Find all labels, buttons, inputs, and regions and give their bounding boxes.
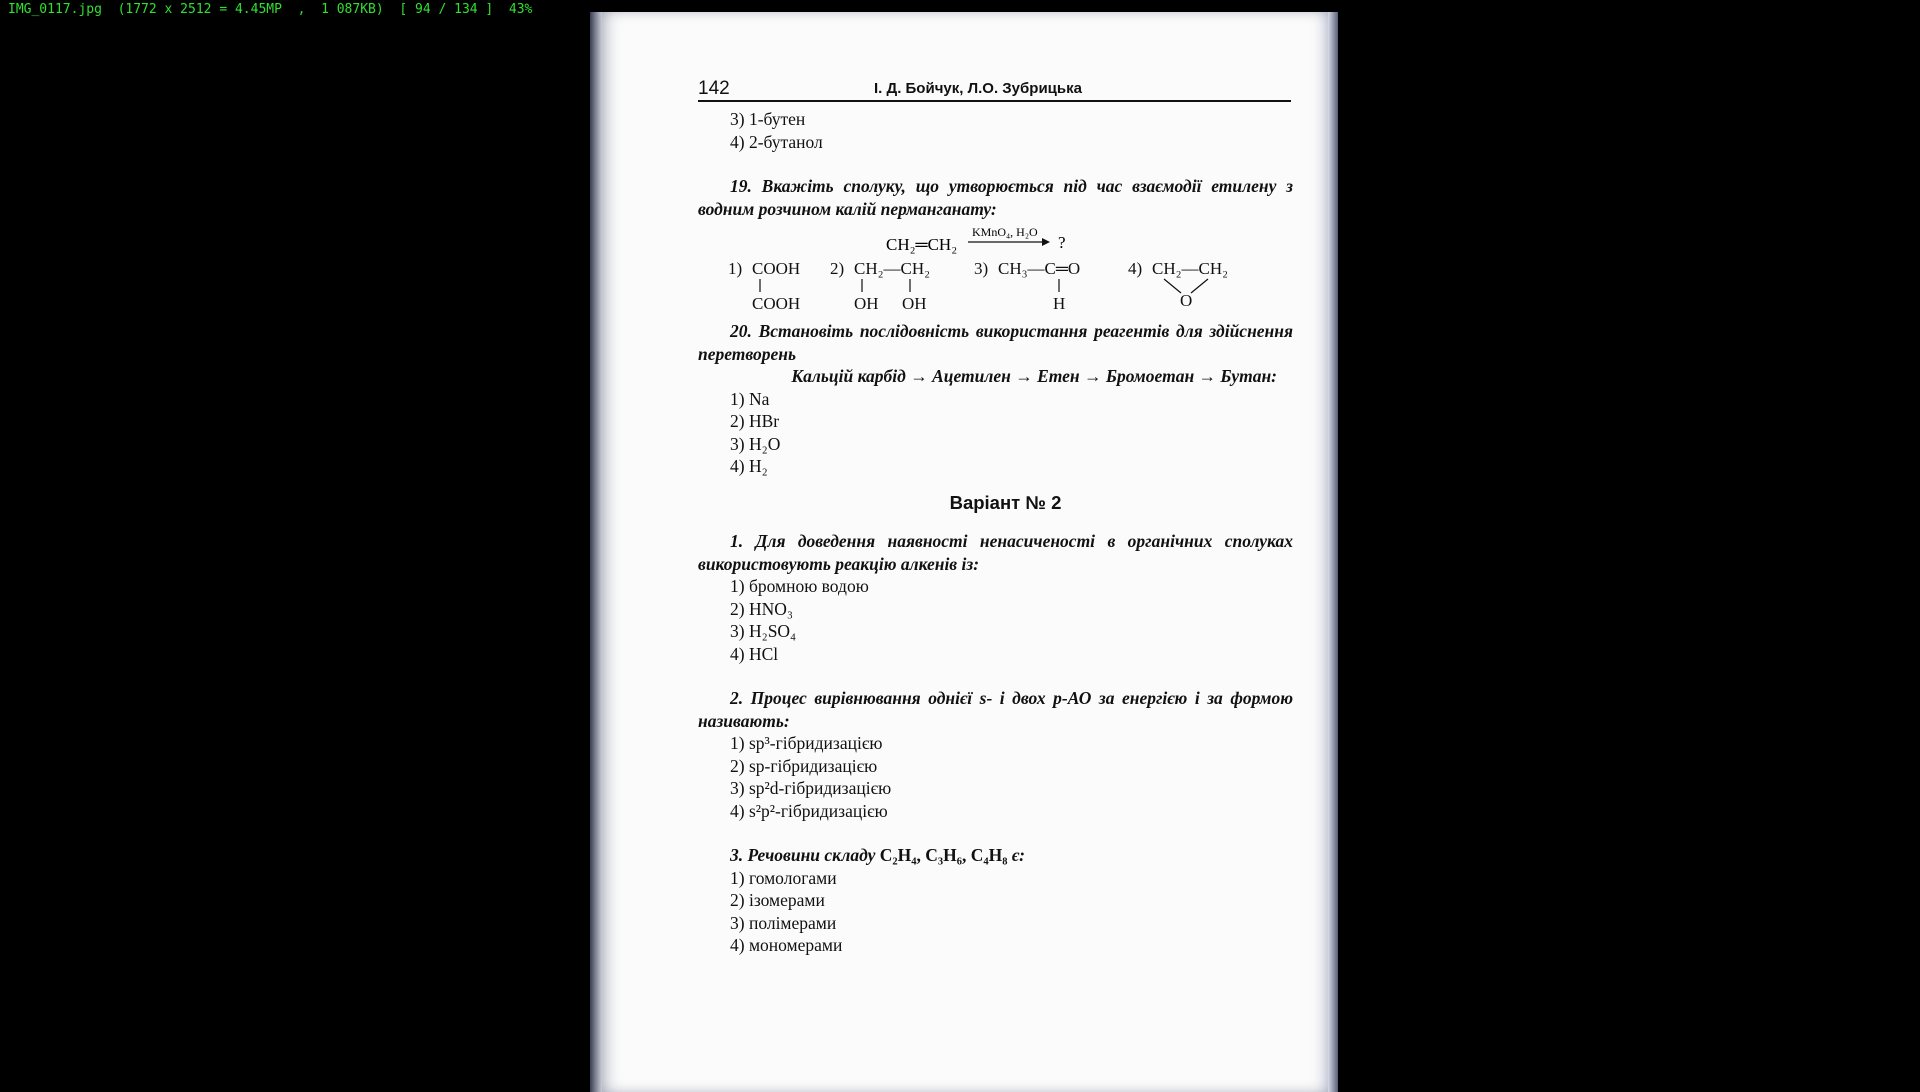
option-2-oh-right: OH <box>902 294 927 313</box>
option-3-top: CH₃—C═O <box>998 259 1081 278</box>
page-right-shadow <box>1328 12 1338 1092</box>
v2-question-3-text <box>698 844 1293 867</box>
option-1-label: 1) <box>728 259 743 278</box>
v2q2-option-3: 3) sp²d-гібридизацією <box>730 778 892 798</box>
v2q3-text-prefix: 3. Речовини складу <box>730 845 880 865</box>
option-4-top: CH₂—CH₂ <box>1152 259 1229 278</box>
image-viewer-title-bar: IMG_0117.jpg (1772 x 2512 = 4.45MP , 1 087KB) [ 94 / 134 ] 43% <box>8 2 533 17</box>
scanned-book-page <box>596 12 1334 1092</box>
q20-option-2: 2) HBr <box>730 411 780 431</box>
reactant-ethylene: CH₂═CH₂ <box>886 235 958 254</box>
v2q3-option-3: 3) полімерами <box>730 912 837 933</box>
reaction-product-unknown: ? <box>1058 233 1066 252</box>
book-authors: І. Д. Бойчук, Л.О. Зубрицька <box>874 80 1082 97</box>
question-19-options <box>698 258 1293 320</box>
v2q2-option-2: 2) sp-гібридизацією <box>730 755 878 776</box>
page-number: 142 <box>698 78 730 99</box>
prev-option-3: 3) 1-бутен <box>730 109 806 129</box>
structural-formulas <box>698 258 1293 320</box>
question-20-text: 20. Встановіть послідовність використання реагентів для здійснення перетворень <box>698 321 1293 364</box>
option-4-bottom: O <box>1180 291 1193 310</box>
reagent-label: KMnO₄, H₂O <box>972 225 1038 239</box>
option-4-label: 4) <box>1128 259 1143 278</box>
v2q2-option-1: 1) sp³-гібридизацією <box>730 733 883 753</box>
option-2-top: CH₂—CH₂ <box>854 259 931 278</box>
reaction-scheme <box>698 220 1293 258</box>
page-content <box>698 108 1293 957</box>
page-left-shadow <box>590 12 602 1092</box>
v2q3-text-suffix: є: <box>1007 845 1025 865</box>
v2q3-option-2: 2) ізомерами <box>730 890 825 910</box>
option-2-label: 2) <box>830 259 845 278</box>
question-19-text: 19. Вкажіть сполуку, що утворюється під час взаємодії етилену з водним розчином калій перманганату: <box>698 176 1293 219</box>
q20-option-4: 4) H₂ <box>730 456 768 476</box>
option-1-top: COOH <box>752 259 801 278</box>
option-3-label: 3) <box>974 259 989 278</box>
reaction-scheme-graphic <box>698 220 1293 258</box>
v2q1-option-2: 2) HNO₃ <box>730 598 793 619</box>
prev-option-4: 4) 2-бутанол <box>730 131 823 152</box>
v2q3-option-1: 1) гомологами <box>730 867 837 888</box>
v2q2-option-4: 4) s²p²-гібридизацією <box>730 800 888 821</box>
v2q3-option-4: 4) мономерами <box>730 935 843 955</box>
q20-option-1: 1) Na <box>730 388 770 409</box>
option-1-bottom: COOH <box>752 294 801 313</box>
v2-question-1-text: 1. Для доведення наявності ненасиченості в органічних сполуках використовують реакцію алкенів із: <box>698 531 1293 574</box>
option-3-bottom: H <box>1053 294 1066 313</box>
v2q3-formulas: C₂H₄, C₃H₆, C₄H₈ <box>879 845 1008 865</box>
q20-option-3: 3) H₂O <box>730 433 781 454</box>
v2q1-option-3: 3) H₂SO₄ <box>730 621 797 641</box>
variant-title: Варіант № 2 <box>949 491 1062 513</box>
v2q1-option-4: 4) HCl <box>730 643 779 664</box>
question-20-chain: Кальцій карбід → Ацетилен → Етен → Бромоетан → Бутан: <box>791 366 1277 386</box>
page-header <box>698 74 1291 102</box>
reaction-arrow-head <box>1042 238 1050 246</box>
option-2-oh-left: OH <box>854 294 879 313</box>
v2q1-option-1: 1) бромною водою <box>730 576 869 596</box>
v2-question-2-text: 2. Процес вирівнювання однієї s- і двох p-АО за енергією і за формою називають: <box>698 688 1293 731</box>
